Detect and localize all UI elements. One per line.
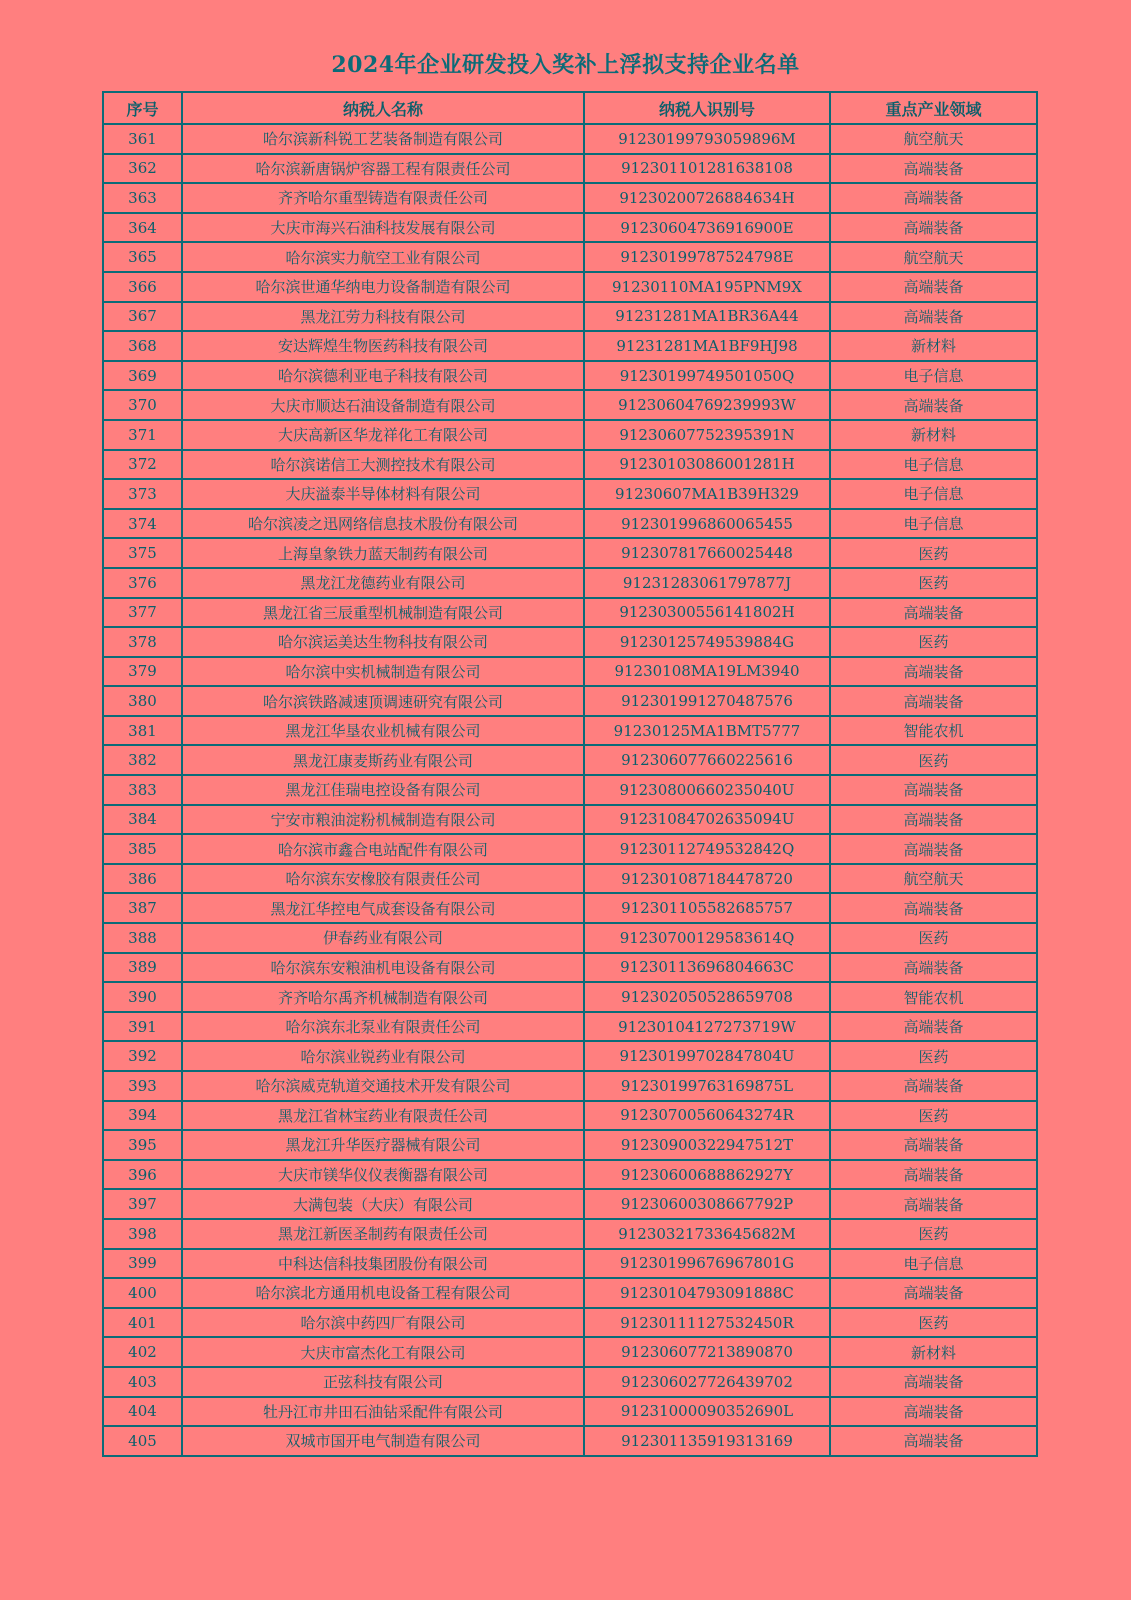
cell-serial-number: 370: [103, 390, 182, 420]
cell-taxpayer-name: 哈尔滨铁路减速顶调速研究有限公司: [182, 686, 584, 716]
cell-industry-field: 新材料: [830, 331, 1037, 361]
cell-industry-field: 高端装备: [830, 1160, 1037, 1190]
table-row: [103, 716, 1037, 746]
table-row: [103, 1012, 1037, 1042]
cell-serial-number: 378: [103, 627, 182, 657]
cell-industry-field: 智能农机: [830, 716, 1037, 746]
cell-taxpayer-name: 黑龙江佳瑞电控设备有限公司: [182, 775, 584, 805]
table-row: [103, 805, 1037, 835]
table-row: [103, 1337, 1037, 1367]
cell-taxpayer-name: 哈尔滨运美达生物科技有限公司: [182, 627, 584, 657]
cell-taxpayer-id: 91230111127532450R: [584, 1308, 830, 1338]
cell-serial-number: 375: [103, 538, 182, 568]
cell-taxpayer-id: 91230604769239993W: [584, 390, 830, 420]
cell-taxpayer-id: 91230900322947512T: [584, 1130, 830, 1160]
cell-taxpayer-id: 912301105582685757: [584, 893, 830, 923]
table-row: [103, 272, 1037, 302]
cell-serial-number: 393: [103, 1071, 182, 1101]
cell-taxpayer-id: 91230700129583614Q: [584, 923, 830, 953]
cell-taxpayer-id: 91230199702847804U: [584, 1041, 830, 1071]
cell-industry-field: 高端装备: [830, 598, 1037, 628]
table-row: [103, 1219, 1037, 1249]
cell-taxpayer-id: 91230199763169875L: [584, 1071, 830, 1101]
cell-taxpayer-name: 黑龙江劳力科技有限公司: [182, 302, 584, 332]
cell-taxpayer-name: 黑龙江华控电气成套设备有限公司: [182, 893, 584, 923]
cell-serial-number: 373: [103, 479, 182, 509]
cell-industry-field: 智能农机: [830, 982, 1037, 1012]
cell-industry-field: 高端装备: [830, 805, 1037, 835]
cell-serial-number: 384: [103, 805, 182, 835]
cell-industry-field: 电子信息: [830, 479, 1037, 509]
company-table: [102, 91, 1038, 1457]
cell-serial-number: 368: [103, 331, 182, 361]
cell-taxpayer-id: 91230113696804663C: [584, 953, 830, 983]
cell-taxpayer-id: 912307817660025448: [584, 538, 830, 568]
cell-taxpayer-id: 91230104793091888C: [584, 1278, 830, 1308]
cell-serial-number: 380: [103, 686, 182, 716]
table-row: [103, 1249, 1037, 1279]
cell-taxpayer-name: 哈尔滨实力航空工业有限公司: [182, 242, 584, 272]
table-row: [103, 1308, 1037, 1338]
cell-serial-number: 381: [103, 716, 182, 746]
table-row: [103, 242, 1037, 272]
cell-taxpayer-name: 大庆溢泰半导体材料有限公司: [182, 479, 584, 509]
cell-taxpayer-id: 91230321733645682M: [584, 1219, 830, 1249]
table-row: [103, 390, 1037, 420]
cell-taxpayer-name: 黑龙江省林宝药业有限责任公司: [182, 1101, 584, 1131]
table-row: [103, 982, 1037, 1012]
cell-taxpayer-id: 912301996860065455: [584, 509, 830, 539]
header-taxpayer-id: 纳税人识别号: [584, 92, 830, 124]
table-row: [103, 923, 1037, 953]
cell-taxpayer-id: 91230199676967801G: [584, 1249, 830, 1279]
cell-taxpayer-name: 黑龙江新医圣制药有限责任公司: [182, 1219, 584, 1249]
table-row: [103, 1041, 1037, 1071]
cell-taxpayer-name: 哈尔滨中实机械制造有限公司: [182, 657, 584, 687]
cell-taxpayer-id: 91230110MA195PNM9X: [584, 272, 830, 302]
cell-industry-field: 高端装备: [830, 1130, 1037, 1160]
cell-serial-number: 392: [103, 1041, 182, 1071]
cell-taxpayer-id: 912301991270487576: [584, 686, 830, 716]
table-row: [103, 361, 1037, 391]
cell-taxpayer-name: 大庆市海兴石油科技发展有限公司: [182, 213, 584, 243]
cell-taxpayer-name: 大庆市顺达石油设备制造有限公司: [182, 390, 584, 420]
cell-industry-field: 新材料: [830, 1337, 1037, 1367]
cell-serial-number: 395: [103, 1130, 182, 1160]
table-row: [103, 864, 1037, 894]
cell-serial-number: 394: [103, 1101, 182, 1131]
cell-taxpayer-name: 哈尔滨业锐药业有限公司: [182, 1041, 584, 1071]
cell-serial-number: 389: [103, 953, 182, 983]
cell-taxpayer-name: 哈尔滨北方通用机电设备工程有限公司: [182, 1278, 584, 1308]
cell-serial-number: 386: [103, 864, 182, 894]
cell-industry-field: 医药: [830, 923, 1037, 953]
cell-serial-number: 398: [103, 1219, 182, 1249]
table-row: [103, 598, 1037, 628]
cell-taxpayer-id: 912306077660225616: [584, 745, 830, 775]
cell-serial-number: 404: [103, 1397, 182, 1427]
table-row: [103, 538, 1037, 568]
cell-taxpayer-name: 安达辉煌生物医药科技有限公司: [182, 331, 584, 361]
table-row: [103, 420, 1037, 450]
table-row: [103, 183, 1037, 213]
cell-industry-field: 航空航天: [830, 864, 1037, 894]
table-row: [103, 657, 1037, 687]
cell-taxpayer-name: 哈尔滨凌之迅网络信息技术股份有限公司: [182, 509, 584, 539]
cell-industry-field: 医药: [830, 1308, 1037, 1338]
cell-serial-number: 400: [103, 1278, 182, 1308]
cell-taxpayer-id: 912301101281638108: [584, 154, 830, 184]
cell-industry-field: 高端装备: [830, 775, 1037, 805]
page-title: 2024年企业研发投入奖补上浮拟支持企业名单: [331, 52, 800, 78]
cell-taxpayer-id: 91230103086001281H: [584, 450, 830, 480]
cell-taxpayer-name: 哈尔滨东安橡胶有限责任公司: [182, 864, 584, 894]
cell-taxpayer-id: 91230300556141802H: [584, 598, 830, 628]
cell-serial-number: 391: [103, 1012, 182, 1042]
cell-serial-number: 397: [103, 1189, 182, 1219]
table-header-row: [103, 92, 1037, 124]
cell-taxpayer-name: 大庆市镁华仪仪表衡器有限公司: [182, 1160, 584, 1190]
cell-serial-number: 402: [103, 1337, 182, 1367]
cell-industry-field: 高端装备: [830, 893, 1037, 923]
cell-industry-field: 电子信息: [830, 361, 1037, 391]
cell-industry-field: 高端装备: [830, 272, 1037, 302]
cell-taxpayer-name: 哈尔滨东北泵业有限责任公司: [182, 1012, 584, 1042]
cell-industry-field: 医药: [830, 1101, 1037, 1131]
cell-taxpayer-id: 91230700560643274R: [584, 1101, 830, 1131]
table-row: [103, 1278, 1037, 1308]
cell-taxpayer-name: 大满包装（大庆）有限公司: [182, 1189, 584, 1219]
table-body: [103, 124, 1037, 1456]
cell-industry-field: 高端装备: [830, 1071, 1037, 1101]
cell-industry-field: 电子信息: [830, 450, 1037, 480]
cell-serial-number: 366: [103, 272, 182, 302]
cell-serial-number: 371: [103, 420, 182, 450]
cell-taxpayer-name: 哈尔滨中药四厂有限公司: [182, 1308, 584, 1338]
table-row: [103, 775, 1037, 805]
cell-taxpayer-id: 912302050528659708: [584, 982, 830, 1012]
cell-serial-number: 401: [103, 1308, 182, 1338]
cell-taxpayer-name: 哈尔滨新唐锅炉容器工程有限责任公司: [182, 154, 584, 184]
cell-taxpayer-id: 91231281MA1BR36A44: [584, 302, 830, 332]
table-row: [103, 1426, 1037, 1456]
cell-taxpayer-name: 哈尔滨新科锐工艺装备制造有限公司: [182, 124, 584, 154]
cell-taxpayer-name: 齐齐哈尔禹齐机械制造有限公司: [182, 982, 584, 1012]
cell-industry-field: 高端装备: [830, 834, 1037, 864]
cell-industry-field: 高端装备: [830, 183, 1037, 213]
table-row: [103, 1101, 1037, 1131]
cell-industry-field: 医药: [830, 538, 1037, 568]
table-row: [103, 302, 1037, 332]
cell-taxpayer-name: 哈尔滨诺信工大测控技术有限公司: [182, 450, 584, 480]
cell-taxpayer-name: 哈尔滨东安粮油机电设备有限公司: [182, 953, 584, 983]
cell-serial-number: 390: [103, 982, 182, 1012]
header-taxpayer-name: 纳税人名称: [182, 92, 584, 124]
cell-serial-number: 379: [103, 657, 182, 687]
cell-taxpayer-id: 91231084702635094U: [584, 805, 830, 835]
cell-industry-field: 高端装备: [830, 1367, 1037, 1397]
cell-taxpayer-id: 91230199787524798E: [584, 242, 830, 272]
cell-taxpayer-name: 哈尔滨德利亚电子科技有限公司: [182, 361, 584, 391]
cell-taxpayer-id: 912306077213890870: [584, 1337, 830, 1367]
cell-industry-field: 高端装备: [830, 1189, 1037, 1219]
cell-industry-field: 电子信息: [830, 1249, 1037, 1279]
cell-taxpayer-id: 91231000090352690L: [584, 1397, 830, 1427]
cell-taxpayer-name: 大庆高新区华龙祥化工有限公司: [182, 420, 584, 450]
table-row: [103, 124, 1037, 154]
table-row: [103, 834, 1037, 864]
cell-industry-field: 新材料: [830, 420, 1037, 450]
cell-taxpayer-id: 91230199793059896M: [584, 124, 830, 154]
cell-taxpayer-name: 黑龙江省三辰重型机械制造有限公司: [182, 598, 584, 628]
table-row: [103, 1160, 1037, 1190]
table-row: [103, 479, 1037, 509]
cell-taxpayer-id: 91230604736916900E: [584, 213, 830, 243]
cell-taxpayer-id: 91230199749501050Q: [584, 361, 830, 391]
cell-serial-number: 374: [103, 509, 182, 539]
cell-serial-number: 399: [103, 1249, 182, 1279]
table-row: [103, 154, 1037, 184]
cell-taxpayer-id: 912301135919313169: [584, 1426, 830, 1456]
cell-taxpayer-id: 91230200726884634H: [584, 183, 830, 213]
cell-taxpayer-name: 上海皇象铁力蓝天制药有限公司: [182, 538, 584, 568]
cell-industry-field: 医药: [830, 568, 1037, 598]
cell-serial-number: 372: [103, 450, 182, 480]
cell-taxpayer-name: 牡丹江市井田石油钻采配件有限公司: [182, 1397, 584, 1427]
cell-taxpayer-name: 黑龙江华垦农业机械有限公司: [182, 716, 584, 746]
cell-serial-number: 387: [103, 893, 182, 923]
cell-industry-field: 高端装备: [830, 686, 1037, 716]
cell-serial-number: 377: [103, 598, 182, 628]
cell-serial-number: 367: [103, 302, 182, 332]
cell-industry-field: 医药: [830, 627, 1037, 657]
cell-industry-field: 医药: [830, 745, 1037, 775]
cell-industry-field: 高端装备: [830, 657, 1037, 687]
cell-taxpayer-id: 91230125749539884G: [584, 627, 830, 657]
cell-industry-field: 高端装备: [830, 154, 1037, 184]
cell-serial-number: 403: [103, 1367, 182, 1397]
cell-taxpayer-id: 912306027726439702: [584, 1367, 830, 1397]
cell-taxpayer-name: 双城市国开电气制造有限公司: [182, 1426, 584, 1456]
table-row: [103, 213, 1037, 243]
cell-serial-number: 361: [103, 124, 182, 154]
cell-taxpayer-name: 哈尔滨世通华纳电力设备制造有限公司: [182, 272, 584, 302]
cell-serial-number: 363: [103, 183, 182, 213]
table-row: [103, 1071, 1037, 1101]
cell-taxpayer-id: 91231283061797877J: [584, 568, 830, 598]
cell-taxpayer-name: 伊春药业有限公司: [182, 923, 584, 953]
cell-industry-field: 高端装备: [830, 1012, 1037, 1042]
cell-taxpayer-id: 91230112749532842Q: [584, 834, 830, 864]
cell-taxpayer-id: 91231281MA1BF9HJ98: [584, 331, 830, 361]
cell-taxpayer-name: 黑龙江龙德药业有限公司: [182, 568, 584, 598]
cell-serial-number: 376: [103, 568, 182, 598]
table-row: [103, 450, 1037, 480]
header-industry-field: 重点产业领域: [830, 92, 1037, 124]
cell-taxpayer-id: 91230125MA1BMT5777: [584, 716, 830, 746]
header-serial-number: 序号: [103, 92, 182, 124]
table-row: [103, 1189, 1037, 1219]
cell-serial-number: 364: [103, 213, 182, 243]
cell-serial-number: 385: [103, 834, 182, 864]
cell-taxpayer-name: 黑龙江升华医疗器械有限公司: [182, 1130, 584, 1160]
cell-industry-field: 航空航天: [830, 242, 1037, 272]
cell-industry-field: 医药: [830, 1219, 1037, 1249]
table-row: [103, 686, 1037, 716]
cell-serial-number: 365: [103, 242, 182, 272]
cell-serial-number: 388: [103, 923, 182, 953]
cell-taxpayer-name: 哈尔滨威克轨道交通技术开发有限公司: [182, 1071, 584, 1101]
cell-taxpayer-id: 91230600308667792P: [584, 1189, 830, 1219]
table-row: [103, 627, 1037, 657]
table-row: [103, 893, 1037, 923]
cell-industry-field: 高端装备: [830, 1426, 1037, 1456]
cell-industry-field: 高端装备: [830, 1278, 1037, 1308]
cell-taxpayer-name: 哈尔滨市鑫合电站配件有限公司: [182, 834, 584, 864]
cell-taxpayer-name: 黑龙江康麦斯药业有限公司: [182, 745, 584, 775]
cell-taxpayer-id: 91230104127273719W: [584, 1012, 830, 1042]
cell-taxpayer-id: 912301087184478720: [584, 864, 830, 894]
table-row: [103, 1397, 1037, 1427]
cell-taxpayer-name: 大庆市富杰化工有限公司: [182, 1337, 584, 1367]
cell-serial-number: 382: [103, 745, 182, 775]
cell-serial-number: 383: [103, 775, 182, 805]
cell-taxpayer-id: 91230607MA1B39H329: [584, 479, 830, 509]
table-row: [103, 509, 1037, 539]
cell-taxpayer-name: 齐齐哈尔重型铸造有限责任公司: [182, 183, 584, 213]
cell-taxpayer-name: 中科达信科技集团股份有限公司: [182, 1249, 584, 1279]
cell-serial-number: 396: [103, 1160, 182, 1190]
table-row: [103, 331, 1037, 361]
cell-serial-number: 362: [103, 154, 182, 184]
table-row: [103, 745, 1037, 775]
cell-serial-number: 405: [103, 1426, 182, 1456]
cell-taxpayer-id: 91230800660235040U: [584, 775, 830, 805]
cell-industry-field: 医药: [830, 1041, 1037, 1071]
cell-taxpayer-name: 宁安市粮油淀粉机械制造有限公司: [182, 805, 584, 835]
cell-industry-field: 高端装备: [830, 213, 1037, 243]
cell-serial-number: 369: [103, 361, 182, 391]
cell-taxpayer-name: 正弦科技有限公司: [182, 1367, 584, 1397]
cell-industry-field: 高端装备: [830, 953, 1037, 983]
cell-industry-field: 航空航天: [830, 124, 1037, 154]
table-row: [103, 1130, 1037, 1160]
cell-industry-field: 电子信息: [830, 509, 1037, 539]
cell-taxpayer-id: 91230607752395391N: [584, 420, 830, 450]
cell-industry-field: 高端装备: [830, 390, 1037, 420]
cell-industry-field: 高端装备: [830, 1397, 1037, 1427]
cell-taxpayer-id: 91230600688862927Y: [584, 1160, 830, 1190]
table-row: [103, 568, 1037, 598]
table-row: [103, 1367, 1037, 1397]
cell-industry-field: 高端装备: [830, 302, 1037, 332]
cell-taxpayer-id: 91230108MA19LM3940: [584, 657, 830, 687]
table-row: [103, 953, 1037, 983]
